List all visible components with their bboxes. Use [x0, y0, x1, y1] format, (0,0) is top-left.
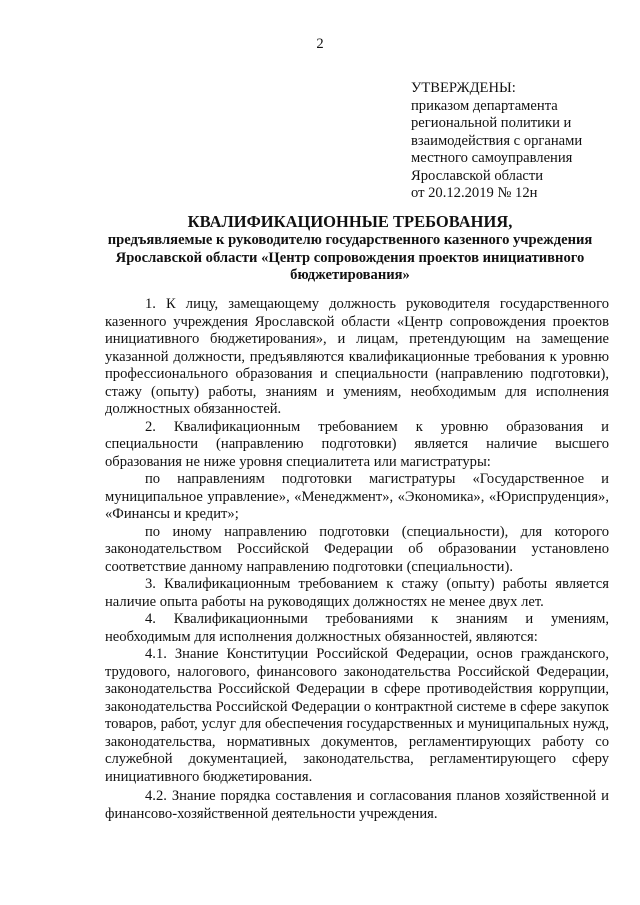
paragraph-2-item-1: по направлениям подготовки магистратуры «Государственное и муниципальное управление», «Менеджмент», «Экономика», «Юриспруденция», «Финансы и кредит»;	[105, 471, 609, 522]
approval-line: приказом департамента	[411, 97, 558, 114]
paragraph-2-item-2: по иному направлению подготовки (специальности), для которого законодательством Российской Федерации об образовании установлено соответствие данному направлению подготовки (специальности).	[105, 523, 609, 575]
paragraph-4-1: 4.1. Знание Конституции Российской Федерации, основ гражданского, трудового, налогового, финансового законодательства Российской Федерации, законодательства Российской Федерации в сфере противодействия коррупции, законодательства Российской Федерации о контрактной системе в сфере закупок товаров, работ, услуг для обеспечения государственных и муниципальных нужд, законодательства, нормативных документов, регламентирующих работу со служебной документацией, законодательства, регламентирующего сферу инициативного бюджетирования.	[105, 646, 609, 785]
approval-stamp	[411, 80, 631, 203]
paragraph-1: 1. К лицу, замещающему должность руководителя государственного казенного учреждения Ярославской области «Центр сопровождения проектов инициативного бюджетирования», и лицам, претендующим на замещение указанной должности, предъявляются квалификационные требования к уровню профессионального образования и специальности (направлению подготовки), стажу (опыту) работы, знаниям и умениям, необходимым для исполнения должностных обязанностей.	[105, 296, 609, 417]
paragraph-3: 3. Квалификационным требованием к стажу (опыту) работы является наличие опыта работы на руководящих должностях не менее двух лет.	[105, 576, 609, 610]
page-number: 2	[316, 36, 324, 52]
approval-line: местного самоуправления	[411, 150, 573, 166]
paragraph-2: 2. Квалификационным требованием к уровню образования и специальности (направлению подготовки) является наличие высшего образования не ниже уровня специалитета или магистратуры:	[105, 418, 609, 470]
approval-line: региональной политики и	[411, 115, 572, 131]
approval-heading: УТВЕРЖДЕНЫ:	[411, 80, 516, 96]
document-title	[100, 212, 600, 285]
title-subtitle: предъявляемые к руководителю государственного казенного учреждения Ярославской области «Центр сопровождения проектов инициативного бюджетирования»	[107, 232, 593, 283]
approval-line: взаимодействия с органами	[411, 132, 583, 149]
approval-line: от 20.12.2019 № 12н	[411, 185, 538, 201]
paragraph-4-2: 4.2. Знание порядка составления и согласования планов хозяйственной и финансово-хозяйственной деятельности учреждения.	[105, 788, 609, 822]
approval-line: Ярославской области	[411, 167, 544, 184]
paragraph-4: 4. Квалификационными требованиями к знаниям и умениям, необходимым для исполнения должностных обязанностей, являются:	[105, 611, 609, 645]
document-body	[105, 296, 609, 823]
title-main: КВАЛИФИКАЦИОННЫЕ ТРЕБОВАНИЯ,	[187, 212, 513, 231]
